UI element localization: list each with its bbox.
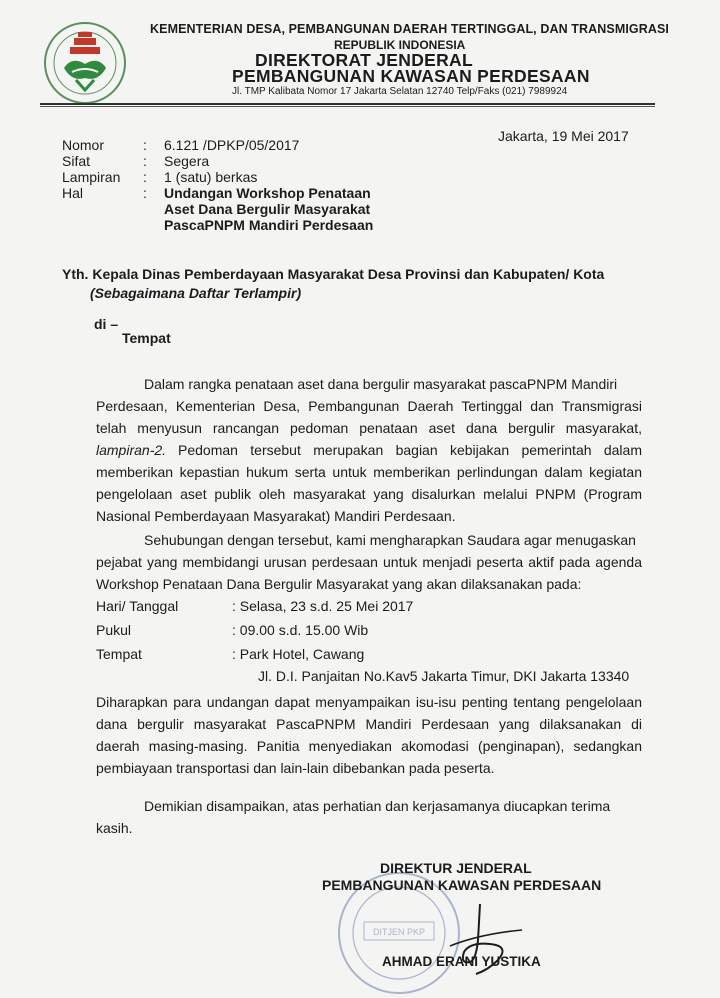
hal-line: Undangan Workshop Penataan [164,185,371,201]
hal-colon: : [143,185,147,201]
letterhead-divider-thin [40,106,655,107]
sifat-value: Segera [164,153,210,169]
body-line: Perdesaan, Kementerian Desa, Pembangunan Daerah Tertinggal dan Transmigrasi [96,398,642,414]
body-line: pejabat yang membidangi urusan perdesaan untuk menjadi peserta aktif pada agenda [96,554,642,570]
recipient-list-note: (Sebagaimana Daftar Terlampir) [90,285,302,301]
body-line: telah menyusun rancangan pedoman penataan aset dana bergulir masyarakat, [96,420,642,436]
body-line: Pedoman tersebut merupakan bagian kebijakan pemerintah dalam [178,442,642,458]
nomor-colon: : [143,137,147,153]
sifat-colon: : [143,153,147,169]
recipient-line: Yth. Kepala Dinas Pemberdayaan Masyarakat Desa Provinsi dan Kabupaten/ Kota [62,266,605,282]
body-line: pengelolaan aset publik oleh masyarakat yang disalurkan melalui PNPM (Program [96,486,642,502]
lampiran-colon: : [143,169,147,185]
hal-line: PascaPNPM Mandiri Perdesaan [164,217,374,233]
body-line: Workshop Penataan Dana Bergulir Masyarakat yang akan dilaksanakan pada: [96,576,582,592]
signatory-name: AHMAD ERANI YUSTIKA [382,954,541,969]
letterhead-ministry: KEMENTERIAN DESA, PEMBANGUNAN DAERAH TERTINGGAL, DAN TRANSMIGRASI [150,22,670,36]
body-line: dana bergulir masyarakat PascaPNPM Mandiri Perdesaan yang dilaksanakan di [96,716,642,732]
event-place-label: Tempat [96,646,142,662]
hal-label: Hal [62,185,84,201]
letterhead-directorate: DIREKTORAT JENDERAL [255,50,473,70]
letter-date: Jakarta, 19 Mei 2017 [498,128,629,144]
letterhead-directorate-unit: PEMBANGUNAN KAWASAN PERDESAAN [232,66,590,86]
recipient-tempat: Tempat [122,330,171,346]
letterhead-divider [40,103,655,105]
event-place-value: : Park Hotel, Cawang [232,646,365,662]
nomor-label: Nomor [62,137,105,153]
signatory-title: DIREKTUR JENDERAL [380,860,532,876]
event-time-value: : 09.00 s.d. 15.00 Wib [232,622,369,638]
body-line: Sehubungan dengan tersebut, kami mengharapkan Saudara agar menugaskan [144,532,636,548]
letterhead-republic: REPUBLIK INDONESIA [334,38,466,52]
event-date-value: : Selasa, 23 s.d. 25 Mei 2017 [232,598,414,614]
lampiran-label: Lampiran [62,169,121,185]
body-line: daerah masing-masing. Panitia menyediakan akomodasi (penginapan), sedangkan [96,738,642,754]
event-date-label: Hari/ Tanggal [96,598,179,614]
body-line: pembiayaan transportasi dan lain-lain dibebankan pada peserta. [96,760,495,776]
letterhead-address: Jl. TMP Kalibata Nomor 17 Jakarta Selatan 12740 Telp/Faks (021) 7989924 [232,86,568,97]
body-line: kasih. [96,820,133,836]
sifat-label: Sifat [62,153,91,169]
nomor-value: 6.121 /DPKP/05/2017 [164,137,300,153]
body-line: Diharapkan para undangan dapat menyampaikan isu-isu penting tentang pengelolaan [96,694,642,710]
ministry-logo-icon [42,20,128,106]
event-address: Jl. D.I. Panjaitan No.Kav5 Jakarta Timur, DKI Jakarta 13340 [258,668,630,684]
stamp-label: DITJEN PKP [372,927,426,937]
body-line: memberikan kepastian hukum serta untuk memberikan perlindungan dalam kegiatan [96,464,642,480]
lampiran-value: 1 (satu) berkas [164,169,258,185]
body-line: Demikian disampaikan, atas perhatian dan kerjasamanya diucapkan terima [144,798,611,814]
body-line: Dalam rangka penataan aset dana bergulir masyarakat pascaPNPM Mandiri [144,376,618,392]
recipient-di: di – [94,316,119,332]
hal-line: Aset Dana Bergulir Masyarakat [164,201,371,217]
lampiran-reference: lampiran-2. [96,442,167,458]
body-line: Nasional Pemberdayaan Masyarakat) Mandiri Perdesaan. [96,508,456,524]
event-time-label: Pukul [96,622,132,638]
signatory-unit: PEMBANGUNAN KAWASAN PERDESAAN [322,877,602,893]
